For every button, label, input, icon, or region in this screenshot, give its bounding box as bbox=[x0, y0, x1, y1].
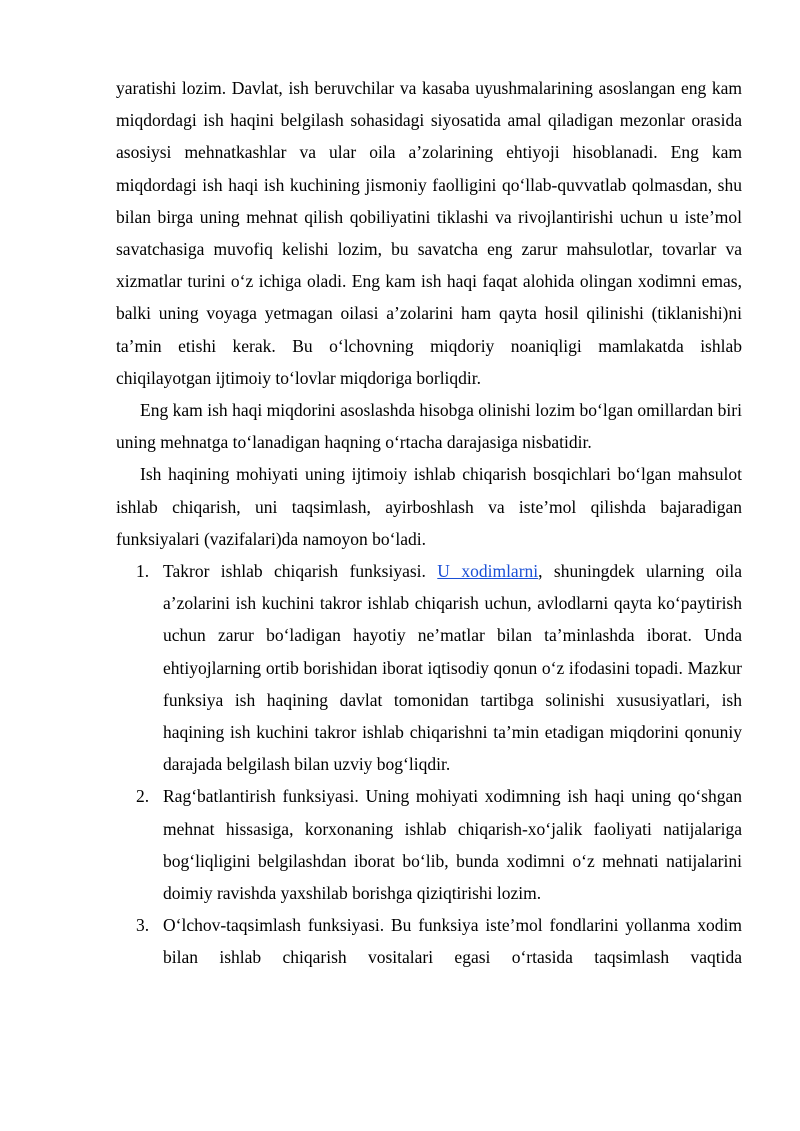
functions-list bbox=[116, 555, 742, 974]
list-item-text: , shuningdek ularning oila a’zolarini ish kuchini takror ishlab chiqarish uchun, avlodlarni qayta ko‘paytirish uchun zarur bo‘ladigan hayotiy ne’matlar bilan ta’minlashda iborat. Unda ehtiyojlarning ortib borishidan iborat iqtisodiy qonun o‘z ifodasini topadi. Mazkur funksiya ish haqining davlat tomonidan tartibga solinishi xususiyatlari, ish haqining ish kuchini takror ishlab chiqarishni ta’min etadigan miqdorini qonuniy darajada belgilash bilan uzviy bog‘liqdir. bbox=[163, 561, 742, 775]
list-item-number: 1. bbox=[136, 561, 150, 582]
list-item-text: O‘lchov-taqsimlash funksiyasi. Bu funksiya iste’mol fondlarini yollanma xodim bilan ishlab chiqarish vositalari egasi o‘rtasida taqsimlash vaqtida bbox=[163, 915, 742, 968]
document-page bbox=[116, 72, 742, 974]
list-item-number: 2. bbox=[136, 786, 150, 807]
list-item bbox=[116, 909, 742, 973]
paragraph-3: Ish haqining mohiyati uning ijtimoiy ishlab chiqarish bosqichlari bo‘lgan mahsulot ishlab chiqarish, uni taqsimlash, ayirboshlash va iste’mol qilishda bajaradigan funksiyalari (vazifalari)da namoyon bo‘ladi. bbox=[116, 464, 742, 549]
list-item-number: 3. bbox=[136, 915, 150, 936]
paragraph-1: yaratishi lozim. Davlat, ish beruvchilar va kasaba uyushmalarining asoslangan eng kam miqdordagi ish haqini belgilash sohasidagi siyosatida amal qiladigan mezonlar orasida asosiysi mehnatkashlar va ular oila a’zolarining ehtiyoji hisoblanadi. Eng kam miqdordagi ish haqi ish kuchining jismoniy faolligini qo‘llab-quvvatlab qolmasdan, shu bilan birga uning mehnat qilish qobiliyatini tiklashi va rivojlantirishi uchun u iste’mol savatchasiga muvofiq kelishi lozim, bu savatcha eng zarur mahsulotlar, tovarlar va xizmatlar turini o‘z ichiga oladi. Eng kam ish haqi faqat alohida olingan xodimni emas, balki uning voyaga yetmagan oilasi a’zolarini ham qayta hosil qilinishi (tiklanishi)ni ta’min etishi kerak. Bu o‘lchovning miqdoriy noaniqligi mamlakatda ishlab chiqilayotgan ijtimoiy to‘lovlar miqdoriga borliqdir. bbox=[116, 78, 742, 388]
xodimlarni-link[interactable]: U xodimlarni bbox=[437, 561, 539, 582]
list-item-text: Rag‘batlantirish funksiyasi. Uning mohiyati xodimning ish haqi uning qo‘shgan mehnat hissasiga, korxonaning ishlab chiqarish-xo‘jalik faoliyati natijalariga bog‘liqligini belgilashdan iborat bo‘lib, bunda xodimni o‘z mehnati natijalarini doimiy ravishda yaxshilab borishga qiziqtirishi lozim. bbox=[163, 786, 742, 904]
paragraph-2: Eng kam ish haqi miqdorini asoslashda hisobga olinishi lozim bo‘lgan omillardan biri uning mehnatga to‘lanadigan haqning o‘rtacha darajasiga nisbatidir. bbox=[116, 400, 742, 453]
list-item bbox=[116, 780, 742, 909]
list-item-text: Takror ishlab chiqarish funksiyasi. bbox=[163, 561, 438, 582]
list-item bbox=[116, 555, 742, 780]
